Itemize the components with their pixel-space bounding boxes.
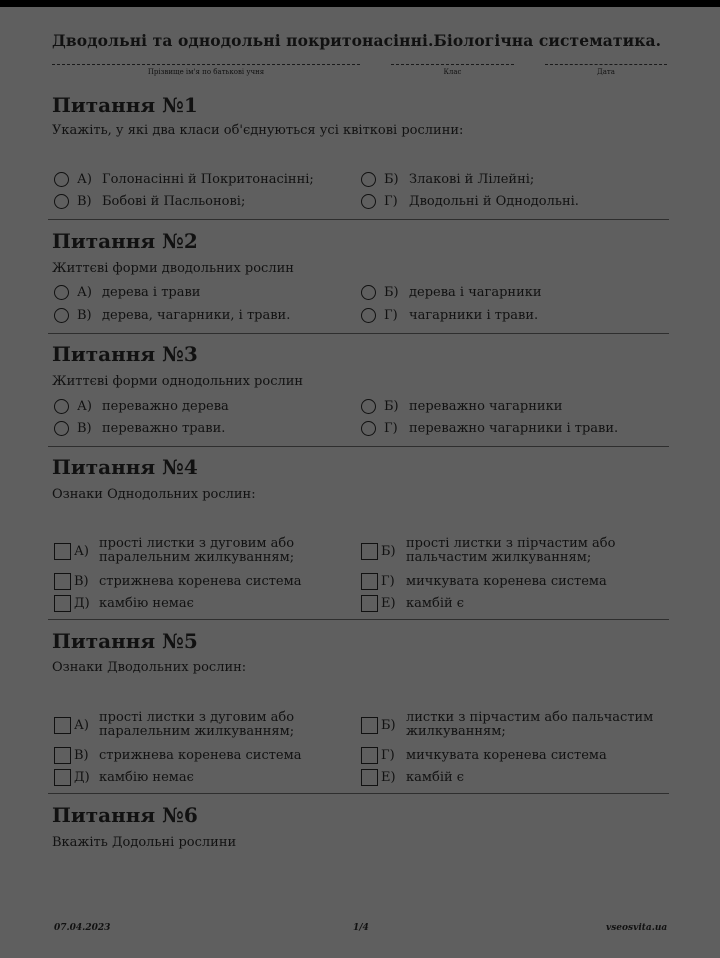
q1-option-a[interactable]	[54, 172, 314, 187]
q5-option-a[interactable]	[54, 711, 294, 739]
class-line	[391, 64, 514, 65]
option-letter: А)	[74, 717, 89, 733]
divider	[48, 793, 669, 794]
q3-option-c[interactable]	[54, 421, 225, 436]
option-letter: Д)	[74, 596, 90, 611]
option-text: камбію немає	[99, 596, 194, 611]
checkbox[interactable]	[361, 595, 378, 612]
checkbox[interactable]	[361, 769, 378, 786]
option-text: дерева і трави	[102, 285, 201, 300]
q3-option-b[interactable]	[361, 399, 562, 414]
question-3-title: Питання №3	[52, 342, 198, 366]
checkbox[interactable]	[54, 717, 71, 734]
checkbox[interactable]	[361, 717, 378, 734]
option-text	[99, 711, 294, 739]
option-text	[406, 537, 615, 565]
option-text: камбій є	[406, 770, 465, 785]
option-letter: Б)	[384, 172, 399, 187]
student-name-field[interactable]	[52, 64, 360, 88]
footer-site: vseosvita.ua	[606, 923, 668, 933]
option-letter: Г)	[381, 748, 395, 763]
radio-button[interactable]	[54, 399, 69, 414]
q2-option-c[interactable]	[54, 308, 290, 323]
question-4-title: Питання №4	[52, 455, 198, 479]
option-text	[406, 711, 653, 739]
q2-option-a[interactable]	[54, 285, 200, 300]
option-text: дерева і чагарники	[409, 285, 542, 300]
option-letter: В)	[77, 194, 92, 209]
question-5-title: Питання №5	[52, 629, 198, 653]
option-letter: Г)	[384, 421, 398, 436]
top-bar	[0, 0, 720, 7]
question-1-prompt: Укажіть, у які два класи об'єднуються усі квіткові рослини:	[52, 123, 464, 138]
q5-option-d[interactable]	[361, 747, 607, 764]
option-text: дерева, чагарники, і трави.	[102, 308, 291, 323]
option-letter: Д)	[74, 770, 90, 785]
q1-option-b[interactable]	[361, 172, 534, 187]
radio-button[interactable]	[54, 194, 69, 209]
checkbox[interactable]	[54, 747, 71, 764]
q1-option-d[interactable]	[361, 194, 579, 209]
radio-button[interactable]	[54, 172, 69, 187]
radio-button[interactable]	[54, 421, 69, 436]
divider	[48, 619, 669, 620]
option-text-line-2: паралельним жилкуванням;	[99, 724, 295, 739]
q5-option-f[interactable]	[361, 769, 464, 786]
q4-option-b[interactable]	[361, 537, 615, 565]
option-letter: Б)	[381, 717, 396, 733]
option-text-line-1: листки з пірчастим або пальчастим	[406, 710, 654, 725]
q5-option-c[interactable]	[54, 747, 301, 764]
option-text: переважно дерева	[102, 399, 229, 414]
option-letter: Б)	[381, 543, 396, 559]
question-6-title: Питання №6	[52, 803, 198, 827]
option-text-line-1: прості листки з дуговим або	[99, 536, 295, 551]
checkbox[interactable]	[54, 595, 71, 612]
option-letter: Г)	[384, 194, 398, 209]
class-caption: Клас	[443, 68, 462, 76]
option-letter: В)	[74, 748, 89, 763]
radio-button[interactable]	[361, 194, 376, 209]
option-letter: А)	[77, 285, 92, 300]
radio-button[interactable]	[361, 308, 376, 323]
q2-option-d[interactable]	[361, 308, 538, 323]
option-letter: А)	[77, 172, 92, 187]
option-text-line-2: пальчастим жилкуванням;	[406, 550, 592, 565]
option-text: мичкувата коренева система	[406, 748, 607, 763]
radio-button[interactable]	[54, 285, 69, 300]
footer-page-number: 1/4	[353, 923, 369, 933]
q3-option-d[interactable]	[361, 421, 618, 436]
option-letter: В)	[74, 574, 89, 589]
option-text: мичкувата коренева система	[406, 574, 607, 589]
option-letter: Г)	[381, 574, 395, 589]
option-text-line-2: жилкуванням;	[406, 724, 506, 739]
option-letter: Е)	[381, 770, 396, 785]
option-text	[99, 537, 294, 565]
option-text: камбію немає	[99, 770, 194, 785]
checkbox[interactable]	[54, 543, 71, 560]
option-letter: В)	[77, 308, 92, 323]
student-name-line	[52, 64, 360, 65]
checkbox[interactable]	[361, 573, 378, 590]
q4-option-a[interactable]	[54, 537, 294, 565]
option-text: чагарники і трави.	[409, 308, 539, 323]
worksheet-page	[0, 7, 720, 958]
option-text-line-2: паралельним жилкуванням;	[99, 550, 295, 565]
radio-button[interactable]	[361, 172, 376, 187]
q1-option-c[interactable]	[54, 194, 245, 209]
q2-option-b[interactable]	[361, 285, 542, 300]
date-field[interactable]	[545, 64, 667, 88]
option-text: переважно чагарники	[409, 399, 563, 414]
option-letter: А)	[74, 543, 89, 559]
footer-date: 07.04.2023	[54, 923, 111, 933]
student-name-caption: Прізвище ім'я по батькові учня	[147, 68, 265, 76]
option-letter: Е)	[381, 596, 396, 611]
option-text: стрижнева коренева система	[99, 748, 302, 763]
checkbox[interactable]	[54, 573, 71, 590]
q4-option-e[interactable]	[54, 595, 194, 612]
option-text: Злакові й Лілейні;	[409, 172, 535, 187]
q4-option-f[interactable]	[361, 595, 464, 612]
q4-option-c[interactable]	[54, 573, 301, 590]
date-caption: Дата	[597, 68, 615, 76]
checkbox[interactable]	[54, 769, 71, 786]
q4-option-d[interactable]	[361, 573, 607, 590]
question-6-prompt: Вкажіть Додольні рослини	[52, 835, 237, 850]
option-text-line-1: прості листки з дуговим або	[99, 710, 295, 725]
checkbox[interactable]	[361, 747, 378, 764]
option-letter: Б)	[384, 285, 399, 300]
class-field[interactable]	[391, 64, 514, 88]
radio-button[interactable]	[361, 285, 376, 300]
option-text: Дводольні й Однодольні.	[409, 194, 579, 209]
option-text: переважно трави.	[102, 421, 226, 436]
option-letter: В)	[77, 421, 92, 436]
date-line	[545, 64, 667, 65]
option-text-line-1: прості листки з пірчастим або	[406, 536, 616, 551]
question-5-prompt: Ознаки Дводольних рослин:	[52, 660, 247, 675]
divider	[48, 446, 669, 447]
option-text: камбій є	[406, 596, 465, 611]
question-2-title: Питання №2	[52, 229, 198, 253]
option-text: Голонасінні й Покритонасінні;	[102, 172, 314, 187]
radio-button[interactable]	[54, 308, 69, 323]
question-3-prompt: Життєві форми однодольних рослин	[52, 374, 304, 389]
q5-option-b[interactable]	[361, 711, 653, 739]
option-text: переважно чагарники і трави.	[409, 421, 619, 436]
checkbox[interactable]	[361, 543, 378, 560]
divider	[48, 219, 669, 220]
question-1-title: Питання №1	[52, 93, 198, 117]
q5-option-e[interactable]	[54, 769, 194, 786]
option-text: стрижнева коренева система	[99, 574, 302, 589]
option-letter: А)	[77, 399, 92, 414]
worksheet-title: Дводольні та однодольні покритонасінні.Біологічна систематика.	[52, 31, 662, 50]
option-text: Бобові й Пасльонові;	[102, 194, 246, 209]
option-letter: Г)	[384, 308, 398, 323]
radio-button[interactable]	[361, 399, 376, 414]
question-4-prompt: Ознаки Однодольних рослин:	[52, 487, 256, 502]
radio-button[interactable]	[361, 421, 376, 436]
divider	[48, 333, 669, 334]
option-letter: Б)	[384, 399, 399, 414]
q3-option-a[interactable]	[54, 399, 229, 414]
question-2-prompt: Життєві форми дводольних рослин	[52, 261, 294, 276]
